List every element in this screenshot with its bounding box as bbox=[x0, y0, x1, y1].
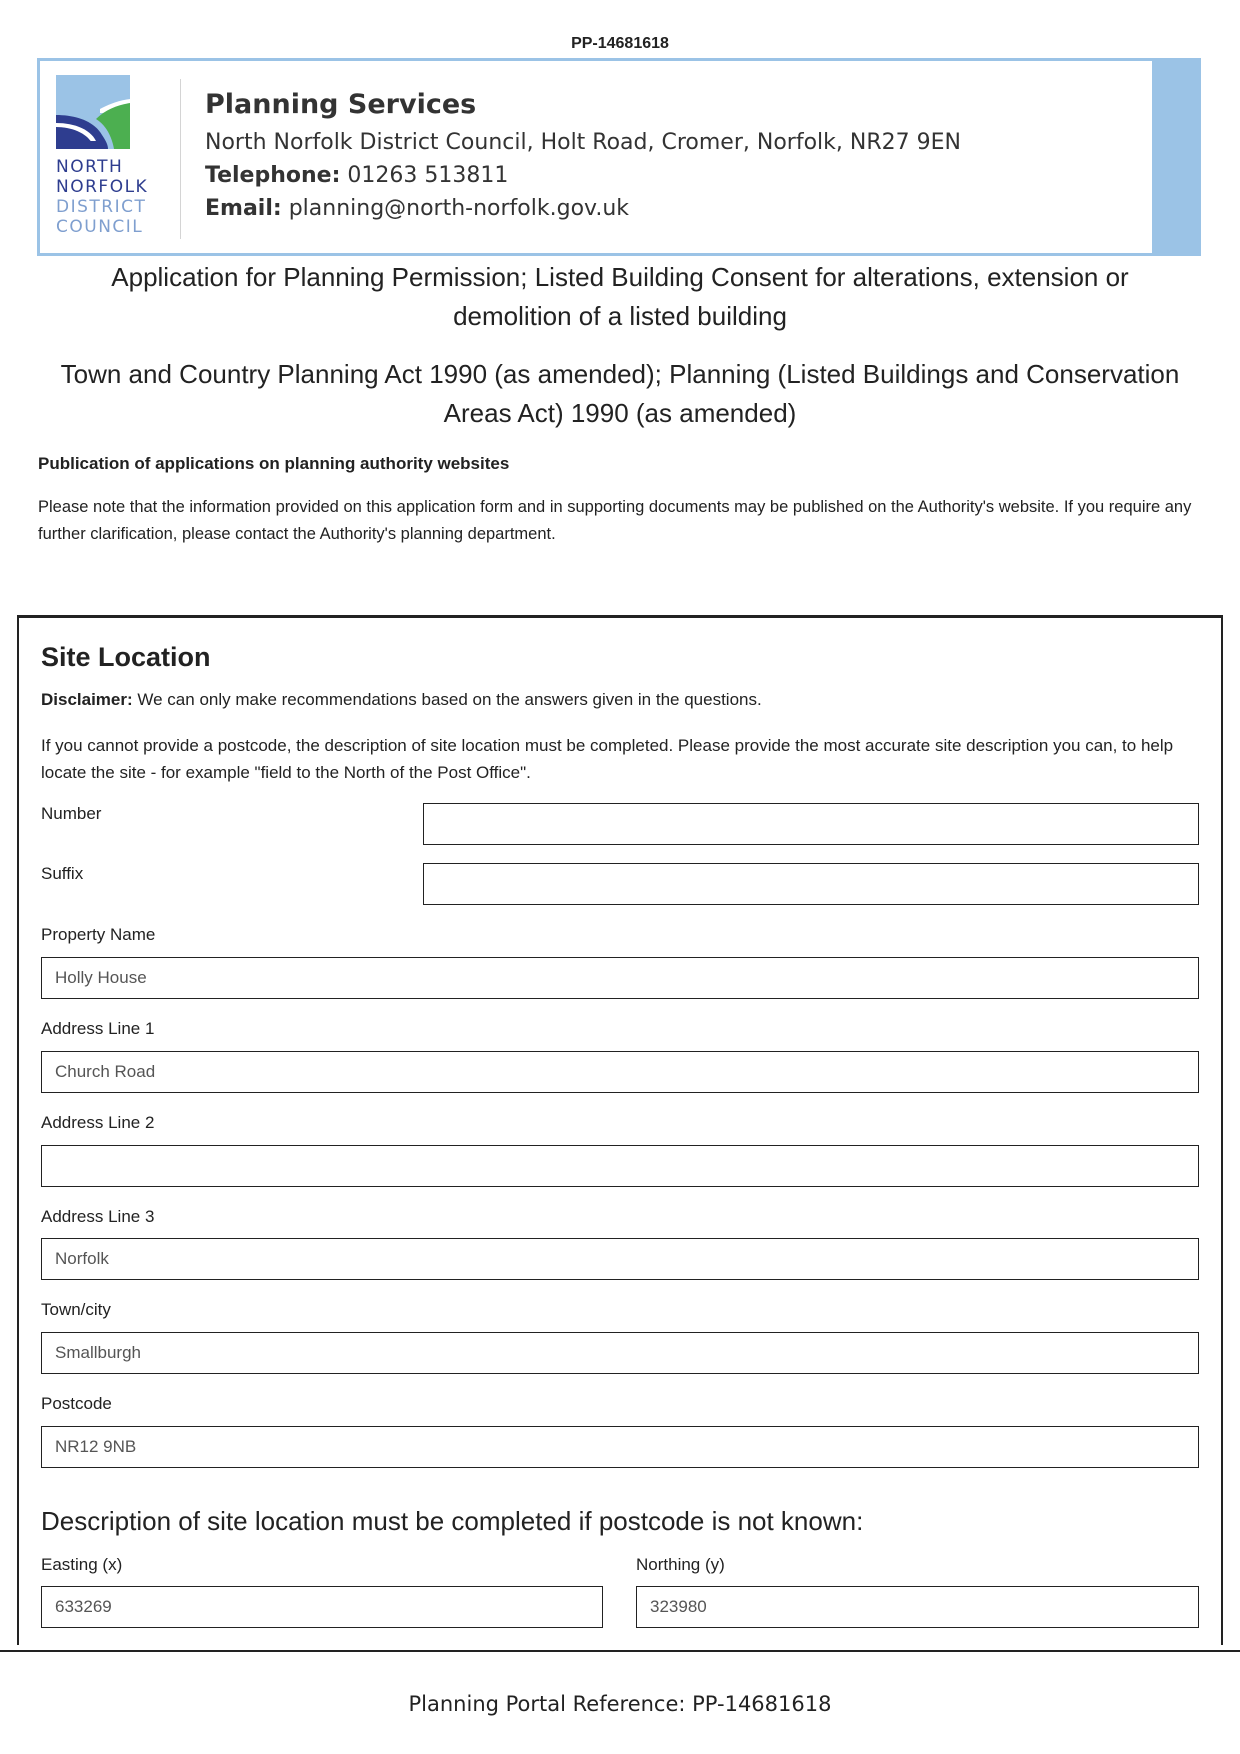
address-line-2-label: Address Line 2 bbox=[41, 1113, 155, 1132]
council-header bbox=[37, 58, 1201, 256]
section-divider bbox=[0, 1650, 1240, 1652]
section-title: Site Location bbox=[41, 642, 211, 672]
property-name-field[interactable]: Holly House bbox=[41, 957, 1199, 999]
northing-field[interactable]: 323980 bbox=[636, 1586, 1199, 1628]
header-title: Planning Services bbox=[205, 89, 477, 120]
footer-reference: Planning Portal Reference: PP-14681618 bbox=[408, 1692, 832, 1716]
publication-heading: Publication of applications on planning authority websites bbox=[38, 454, 510, 473]
suffix-label: Suffix bbox=[41, 864, 84, 883]
address-line-1-label: Address Line 1 bbox=[41, 1019, 155, 1038]
postcode-field[interactable]: NR12 9NB bbox=[41, 1426, 1199, 1468]
header-telephone bbox=[205, 159, 961, 192]
address-line-2-field[interactable] bbox=[41, 1145, 1199, 1187]
council-contact bbox=[205, 89, 961, 225]
email-address: planning@north-norfolk.gov.uk bbox=[288, 196, 630, 221]
top-reference: PP-14681618 bbox=[571, 35, 669, 52]
description-heading: Description of site location must be completed if postcode is not known: bbox=[41, 1506, 864, 1536]
suffix-field[interactable] bbox=[423, 863, 1199, 905]
number-label: Number bbox=[41, 804, 102, 823]
town-city-label: Town/city bbox=[41, 1300, 111, 1319]
logo-line-2: NORFOLK bbox=[56, 177, 149, 197]
logo-line-1: NORTH bbox=[56, 157, 124, 177]
council-logo-text bbox=[56, 157, 176, 237]
act-title: Town and Country Planning Act 1990 (as amended); Planning (Listed Buildings and Conservation Areas Act) 1990 (as amended) bbox=[60, 359, 1180, 428]
town-city-field[interactable]: Smallburgh bbox=[41, 1332, 1199, 1374]
postcode-note: If you cannot provide a postcode, the description of site location must be completed. Please provide the most accurate site description you can, to help locate the site - for example "field to the North of the Post Office". bbox=[41, 736, 1174, 782]
postcode-label: Postcode bbox=[41, 1394, 112, 1413]
disclaimer-text: We can only make recommendations based on the answers given in the questions. bbox=[132, 690, 762, 709]
address-line-1-field[interactable]: Church Road bbox=[41, 1051, 1199, 1093]
telephone-label: Telephone: bbox=[205, 163, 341, 188]
header-accent-strip bbox=[1152, 61, 1198, 253]
address-line-3-label: Address Line 3 bbox=[41, 1207, 155, 1226]
logo-line-3: DISTRICT bbox=[56, 197, 147, 217]
header-email bbox=[205, 192, 961, 225]
disclaimer bbox=[41, 690, 762, 710]
logo-divider bbox=[180, 79, 181, 239]
disclaimer-label: Disclaimer: bbox=[41, 690, 133, 709]
header-address: North Norfolk District Council, Holt Road, Cromer, Norfolk, NR27 9EN bbox=[205, 130, 961, 155]
property-name-label: Property Name bbox=[41, 925, 156, 944]
easting-label: Easting (x) bbox=[41, 1555, 123, 1574]
northing-label: Northing (y) bbox=[636, 1555, 725, 1574]
easting-field[interactable]: 633269 bbox=[41, 1586, 603, 1628]
publication-text: Please note that the information provided on this application form and in supporting documents may be published on the Authority's website. If you require any further clarification, please contact the Authority's planning department. bbox=[38, 498, 1192, 543]
telephone-number: 01263 513811 bbox=[347, 163, 509, 188]
logo-line-4: COUNCIL bbox=[56, 217, 144, 237]
number-field[interactable] bbox=[423, 803, 1199, 845]
address-line-3-field[interactable]: Norfolk bbox=[41, 1238, 1199, 1280]
form-title: Application for Planning Permission; Listed Building Consent for alterations, extension or demolition of a listed building bbox=[111, 262, 1129, 331]
email-label: Email: bbox=[205, 196, 282, 221]
